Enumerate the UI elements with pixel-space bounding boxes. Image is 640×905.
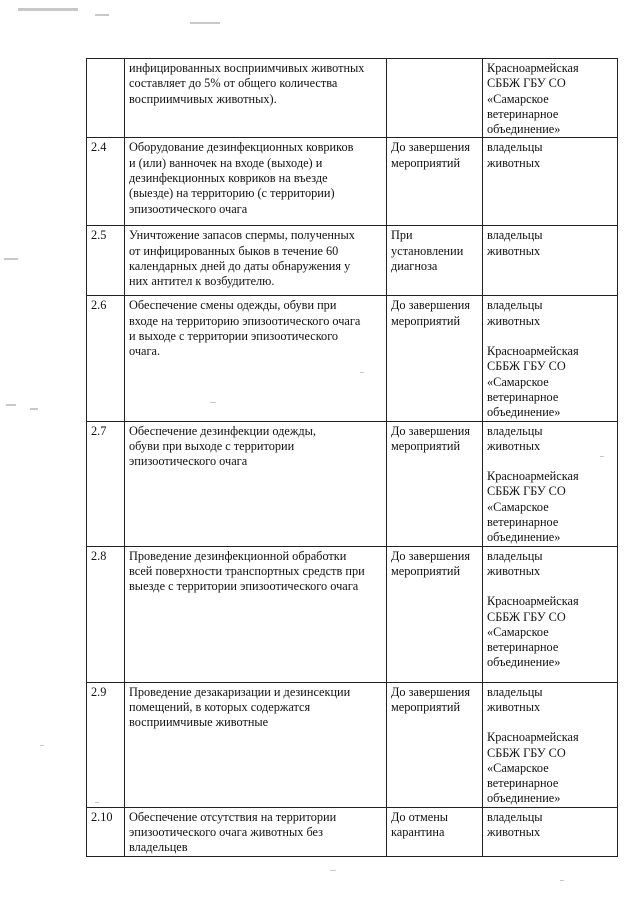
table-row — [87, 226, 618, 296]
responsible-org-line: объединение» — [487, 530, 561, 545]
responsible-org-line: СББЖ ГБУ СО — [487, 359, 566, 374]
responsible-org-line: Красноармейская — [487, 61, 579, 75]
action-text-line: обуви при выходе с территории — [129, 438, 295, 453]
responsible-owner-line: владельцы — [487, 140, 543, 155]
table-row — [87, 138, 618, 226]
action-text-line: и выходе с территории эпизоотического — [129, 329, 339, 344]
scan-speck — [40, 745, 44, 746]
action-cell — [125, 226, 387, 296]
action-text-line: восприимчивые животные — [129, 715, 269, 730]
deadline-cell — [387, 59, 483, 138]
deadline-text-line: До завершения — [391, 140, 471, 155]
responsible-org-line: СББЖ ГБУ СО — [487, 745, 566, 760]
responsible-org-line: «Самарское — [487, 760, 549, 775]
action-cell — [125, 682, 387, 807]
responsible-org-line: «Самарское — [487, 374, 549, 389]
measures-table — [86, 58, 618, 857]
responsible-cell — [483, 138, 618, 226]
action-text-line: Обеспечение отсутствия на территории — [129, 809, 337, 824]
responsible-owner-line: животных — [487, 563, 541, 578]
action-text-line: владельцев — [129, 840, 188, 855]
deadline-text-line: До завершения — [391, 298, 471, 313]
item-number: 2.6 — [87, 296, 125, 421]
table-row — [87, 296, 618, 421]
responsible-org-line: объединение» — [487, 405, 561, 420]
responsible-cell — [483, 226, 618, 296]
scan-speck — [95, 14, 109, 16]
table-row — [87, 807, 618, 856]
responsible-owner-line: животных — [487, 313, 541, 328]
responsible-owner-line: животных — [487, 243, 541, 258]
spacer — [487, 579, 613, 594]
deadline-text-line: мероприятий — [391, 313, 461, 328]
measures-table-body — [87, 59, 618, 857]
deadline-text-line: установлении — [391, 243, 464, 258]
table-row — [87, 421, 618, 546]
action-text-line: Проведение дезакаризации и дезинсекции — [129, 684, 351, 699]
action-text-line: них антител к возбудителю. — [129, 274, 275, 289]
responsible-cell — [483, 682, 618, 807]
action-cell — [125, 138, 387, 226]
responsible-org-line: объединение» — [487, 655, 561, 670]
scan-speck — [190, 22, 220, 24]
table-row — [87, 682, 618, 807]
deadline-cell — [387, 421, 483, 546]
responsible-owner-line: владельцы — [487, 809, 543, 824]
deadline-text-line: мероприятий — [391, 438, 461, 453]
action-text-line: Обеспечение дезинфекции одежды, — [129, 423, 316, 438]
responsible-org-line: «Самарское — [487, 624, 549, 639]
action-cell — [125, 546, 387, 682]
action-text-line: Проведение дезинфекционной обработки — [129, 548, 347, 563]
action-text-line: эпизоотического очага — [129, 454, 248, 469]
responsible-owner-line: владельцы — [487, 228, 543, 243]
spacer — [487, 454, 613, 469]
responsible-owner-line: животных — [487, 155, 541, 170]
action-text-line: эпизоотического очага животных без — [129, 825, 324, 840]
item-number — [87, 59, 125, 138]
item-number: 2.10 — [87, 807, 125, 856]
table-row — [87, 546, 618, 682]
responsible-org-line: ветеринарное — [487, 640, 559, 655]
responsible-org-line: ветеринарное — [487, 515, 559, 530]
action-text-line: восприимчивых животных). — [129, 91, 277, 106]
responsible-org-line: СББЖ ГБУ СО — [487, 609, 566, 624]
deadline-cell — [387, 226, 483, 296]
spacer — [487, 329, 613, 344]
action-text-line: Обеспечение смены одежды, обуви при — [129, 298, 337, 313]
action-cell — [125, 421, 387, 546]
responsible-cell — [483, 59, 618, 138]
responsible-org-line: СББЖ ГБУ СО — [487, 76, 566, 91]
action-text-line: входе на территорию эпизоотического очага — [129, 313, 361, 328]
deadline-text-line: карантина — [391, 825, 445, 840]
action-text-line: составляет до 5% от общего количества — [129, 76, 338, 91]
action-text-line: дезинфекционных ковриков на въезде — [129, 171, 328, 186]
deadline-cell — [387, 296, 483, 421]
responsible-org-line: СББЖ ГБУ СО — [487, 484, 566, 499]
action-text-line: Уничтожение запасов спермы, полученных — [129, 228, 355, 243]
scan-speck — [360, 372, 364, 373]
responsible-owner-line: владельцы — [487, 684, 543, 699]
responsible-owner-line: животных — [487, 699, 541, 714]
responsible-cell — [483, 546, 618, 682]
action-text-line: от инфицированных быков в течение 60 — [129, 243, 339, 258]
responsible-org-line: ветеринарное — [487, 389, 559, 404]
deadline-cell — [387, 682, 483, 807]
scan-speck — [18, 8, 78, 11]
responsible-org-line: ветеринарное — [487, 776, 559, 791]
item-number: 2.8 — [87, 546, 125, 682]
responsible-owner-line: животных — [487, 825, 541, 840]
deadline-text-line: До завершения — [391, 548, 471, 563]
responsible-org-line: ветеринарное — [487, 106, 559, 121]
responsible-org-line: Красноармейская — [487, 730, 579, 745]
item-number: 2.9 — [87, 682, 125, 807]
action-text-line: очага. — [129, 344, 161, 359]
action-text-line: календарных дней до даты обнаружения у — [129, 259, 351, 274]
responsible-org-line: объединение» — [487, 791, 561, 806]
scan-speck — [30, 408, 38, 410]
action-cell — [125, 59, 387, 138]
deadline-text-line: мероприятий — [391, 699, 461, 714]
responsible-owner-line: владельцы — [487, 548, 543, 563]
deadline-text-line: При — [391, 228, 413, 243]
scan-speck — [210, 402, 216, 403]
responsible-owner-line: животных — [487, 438, 541, 453]
action-cell — [125, 807, 387, 856]
deadline-text-line: До завершения — [391, 423, 471, 438]
scan-speck — [560, 880, 564, 881]
action-cell — [125, 296, 387, 421]
responsible-org-line: «Самарское — [487, 91, 549, 106]
action-text-line: и (или) ванночек на входе (выходе) и — [129, 155, 323, 170]
responsible-cell — [483, 296, 618, 421]
responsible-owner-line: владельцы — [487, 423, 543, 438]
item-number: 2.4 — [87, 138, 125, 226]
responsible-org-line: «Самарское — [487, 499, 549, 514]
action-text-line: всей поверхности транспортных средств при — [129, 563, 365, 578]
deadline-text-line: мероприятий — [391, 155, 461, 170]
action-text-line: инфицированных восприимчивых животных — [129, 61, 365, 75]
item-number: 2.7 — [87, 421, 125, 546]
table-row — [87, 59, 618, 138]
responsible-owner-line: владельцы — [487, 298, 543, 313]
scan-speck — [6, 404, 16, 406]
action-text-line: выезде с территории эпизоотического очага — [129, 579, 359, 594]
deadline-cell — [387, 546, 483, 682]
action-text-line: помещений, в которых содержатся — [129, 699, 311, 714]
item-number: 2.5 — [87, 226, 125, 296]
deadline-text-line: мероприятий — [391, 563, 461, 578]
deadline-text-line: До завершения — [391, 684, 471, 699]
responsible-cell — [483, 421, 618, 546]
deadline-cell — [387, 138, 483, 226]
responsible-org-line: Красноармейская — [487, 344, 579, 359]
scan-speck — [4, 258, 18, 260]
scan-speck — [95, 802, 99, 803]
responsible-org-line: объединение» — [487, 122, 561, 137]
responsible-org-line: Красноармейская — [487, 594, 579, 609]
deadline-text-line: диагноза — [391, 259, 438, 274]
responsible-org-line: Красноармейская — [487, 469, 579, 484]
spacer — [487, 715, 613, 730]
responsible-cell — [483, 807, 618, 856]
scan-speck — [330, 870, 336, 871]
action-text-line: Оборудование дезинфекционных ковриков — [129, 140, 354, 155]
scan-speck — [600, 456, 604, 457]
action-text-line: эпизоотического очага — [129, 201, 248, 216]
deadline-text-line: До отмены — [391, 809, 449, 824]
action-text-line: (выезде) на территорию (с территории) — [129, 186, 335, 201]
deadline-cell — [387, 807, 483, 856]
